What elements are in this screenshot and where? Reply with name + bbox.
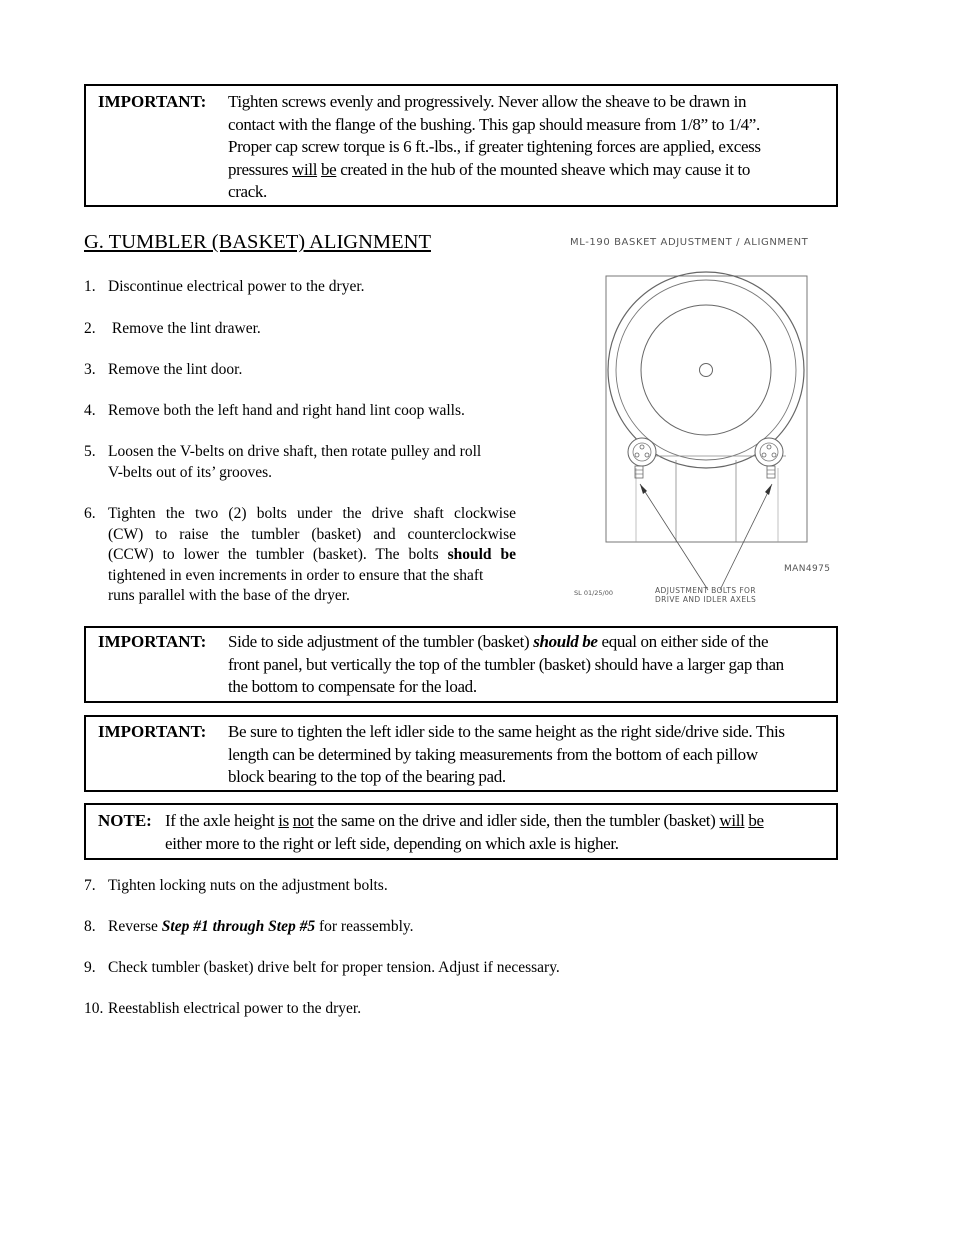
figure-code: MAN4975 bbox=[784, 564, 831, 574]
note-label: NOTE: bbox=[98, 811, 152, 830]
note-text bbox=[165, 810, 835, 855]
text-line: If the axle height is not the same on the drive and idler side, then the tumbler (basket) will be bbox=[165, 811, 764, 830]
text-line: length can be determined by taking measurements from the bottom of each pillow bbox=[228, 744, 758, 764]
figure-title: ML-190 BASKET ADJUSTMENT / ALIGNMENT bbox=[570, 237, 809, 248]
basket-alignment-diagram bbox=[558, 228, 858, 608]
note-box-axle-height bbox=[84, 803, 838, 860]
section-title: G. TUMBLER (BASKET) ALIGNMENT bbox=[84, 231, 431, 253]
text-line: either more to the right or left side, depending on which axle is higher. bbox=[165, 833, 619, 853]
text-line: block bearing to the top of the bearing pad. bbox=[228, 767, 506, 786]
text-line: Tighten screws evenly and progressively. Never allow the sheave to be drawn in bbox=[228, 92, 747, 111]
callout-label: DRIVE AND IDLER AXELS bbox=[655, 595, 757, 604]
figure-stamp: SL 01/25/00 bbox=[574, 589, 614, 597]
text-line: crack. bbox=[228, 182, 267, 201]
text-line: contact with the flange of the bushing. This gap should measure from 1/8” to 1/4”. bbox=[228, 114, 760, 134]
left-idler-axle bbox=[628, 438, 656, 478]
important-label: IMPORTANT: bbox=[98, 632, 207, 651]
callout-label: ADJUSTMENT BOLTS FOR bbox=[655, 586, 756, 595]
tumbler-shaft bbox=[700, 364, 713, 377]
important-text bbox=[228, 721, 838, 789]
text-line: the bottom to compensate for the load. bbox=[228, 677, 477, 696]
important-box-idler-height bbox=[84, 715, 838, 792]
callout-arrows bbox=[640, 484, 772, 590]
important-label: IMPORTANT: bbox=[98, 722, 207, 741]
important-text bbox=[228, 631, 838, 699]
important-text bbox=[228, 91, 838, 204]
important-label: IMPORTANT: bbox=[98, 92, 207, 111]
important-box-side-adjustment bbox=[84, 626, 838, 703]
right-drive-axle bbox=[755, 438, 783, 478]
text-line: Be sure to tighten the left idler side to the same height as the right side/drive side. This bbox=[228, 722, 785, 741]
text-line: front panel, but vertically the top of the tumbler (basket) should have a larger gap than bbox=[228, 654, 784, 674]
text-line: pressures will be created in the hub of the mounted sheave which may cause it to bbox=[228, 159, 750, 179]
text-line: Proper cap screw torque is 6 ft.-lbs., if greater tightening forces are applied, excess bbox=[228, 137, 761, 156]
important-box-sheave bbox=[84, 84, 838, 207]
text-line: Side to side adjustment of the tumbler (basket) should be equal on either side of the bbox=[228, 632, 769, 651]
